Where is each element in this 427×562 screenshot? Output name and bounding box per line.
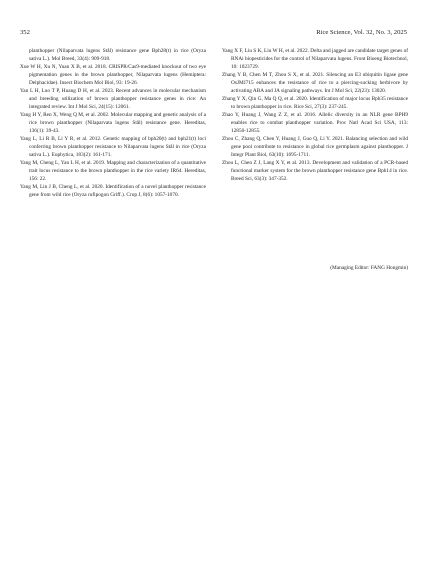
references-right-column xyxy=(222,48,408,184)
page-number: 352 xyxy=(20,29,30,36)
reference-entry: Zhao Y, Huang J, Wang Z Z, et al. 2016. Allelic diversity in an NLR gene BPH9 enables rice to combat planthopper variation. Proc Natl Acad Sci USA, 113: 12850-12855. xyxy=(222,112,408,134)
reference-entry: Zhou L, Chen Z J, Lang X Y, et al. 2013. Development and validation of a PCR-based functional marker system for the brown planthopper resistance gene Bph14 in rice. Breed Sci, 63(3): 347-352. xyxy=(222,160,408,182)
page-header xyxy=(20,29,407,41)
reference-entry: Yang H Y, Ren X, Weng Q M, et al. 2002. Molecular mapping and genetic analysis of a rice brown planthopper (Nilaparvata lugens Stål) resistance gene. Hereditas, 136(1): 39-43. xyxy=(20,112,206,134)
reference-entry: planthopper (Nilaparvata lugens Stål) resistance gene Bph28(t) in rice (Oryza sativa L.). Mol Breed, 33(4): 909-918. xyxy=(29,48,206,62)
reference-entry: Yang M, Lin J B, Cheng L, et al. 2020. Identification of a novel planthopper resistance gene from wild rice (Oryza rufipogon Griff.). Crop J, 8(6): 1057-1070. xyxy=(20,184,206,199)
reference-entry: Zhang Y B, Chen M T, Zhou S X, et al. 2021. Silencing an E3 ubiquitin ligase gene OsJMJ715 enhances the resistance of rice to a piercing-sucking herbivore by activating ABA and JA signaling pathways. Int J Mol Sci, 22(23): 13020. xyxy=(222,72,408,94)
reference-entry: Zhou C, Zhang Q, Chen Y, Huang J, Guo Q, Li Y. 2021. Balancing selection and wild gene pool contribute to resistance in global rice germplasm against planthopper. J Integr Plant Biol, 63(10): 1695-1711. xyxy=(222,136,408,158)
reference-entry: Zhang Y X, Qin G, Ma Q Q, et al. 2020. Identification of major locus Bph35 resistance to brown planthopper in rice. Rice Sci, 27(3): 237-245. xyxy=(222,96,408,110)
reference-entry: Yang X F, Liu S K, Liu W H, et al. 2022. Delta and jagged are candidate target genes of RNAi biopesticides for the control of Nilaparvata lugens. Front Bioeng Biotechnol, 10: 1023729. xyxy=(222,48,408,70)
reference-entry: Yan L H, Luo T P, Huang D H, et al. 2023. Recent advances in molecular mechanism and breeding utilization of brown planthopper resistance genes in rice: An integrated review. Int J Mol Sci, 24(15): 12061. xyxy=(20,88,206,110)
reference-entry: Xue W H, Xu N, Yuan X B, et al. 2018. CRISPR/Cas9-mediated knockout of two eye pigmentation genes in the brown planthopper, Nilaparvata lugens (Hemiptera: Delphacidae). Insect Biochem Mol Biol, 93: 19-26. xyxy=(20,64,206,86)
reference-entry: Yang M, Cheng L, Yan L H, et al. 2019. Mapping and characterization of a quantitative trait locus resistance to the brown planthopper in the rice variety IR64. Hereditas, 156: 22. xyxy=(20,160,206,182)
references-left-column xyxy=(20,48,206,201)
reference-entry: Yang L, Li R B, Li Y R, et al. 2012. Genetic mapping of bph20(t) and bph21(t) loci conferring brown planthopper resistance to Nilaparvata lugens Stål in rice (Oryza sativa L.). Euphytica, 183(2): 161-171. xyxy=(20,136,206,158)
managing-editor-note: (Managing Editor: FANG Hongmin) xyxy=(330,265,408,271)
journal-citation-header: Rice Science, Vol. 32, No. 3, 2025 xyxy=(316,29,407,36)
